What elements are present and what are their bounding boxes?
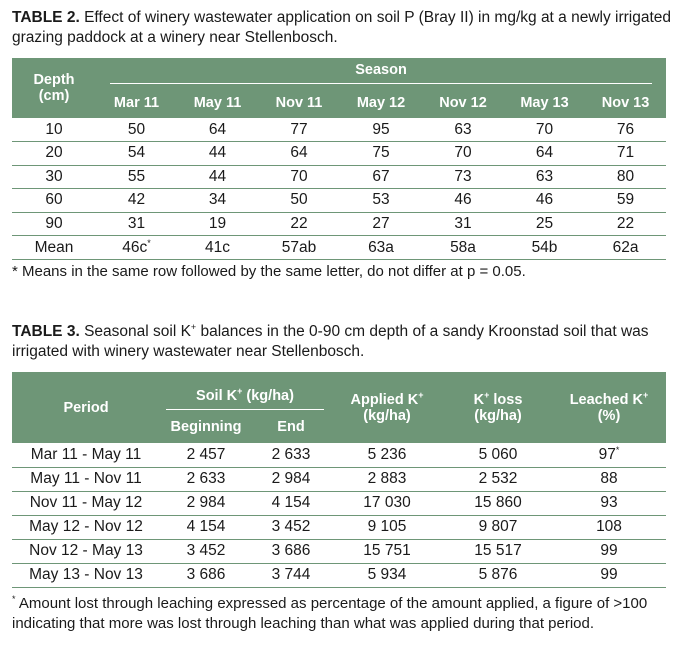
table-row <box>12 142 666 166</box>
value-cell: 77 <box>258 118 340 142</box>
value-cell: 71 <box>585 142 666 166</box>
end-cell: 3 744 <box>252 563 330 587</box>
leached-header-a: Leached K <box>569 391 644 408</box>
beginning-cell: 4 154 <box>160 515 252 539</box>
period-header: Period <box>12 372 160 443</box>
mean-cell <box>96 236 177 260</box>
value-cell: 50 <box>96 118 177 142</box>
value-cell: 34 <box>177 189 258 213</box>
season-col-header: May 13 <box>504 88 585 118</box>
leached-value: 97 <box>598 445 616 463</box>
table2-label: TABLE 2. <box>12 9 80 26</box>
value-cell: 63 <box>504 165 585 189</box>
value-cell: 70 <box>258 165 340 189</box>
value-cell: 46 <box>422 189 504 213</box>
loss-header <box>444 372 552 443</box>
applied-header <box>330 372 444 443</box>
table-row <box>12 212 666 236</box>
value-cell: 75 <box>340 142 422 166</box>
depth-header <box>12 58 96 118</box>
mean-cell: 57ab <box>258 236 340 260</box>
beginning-cell: 2 457 <box>160 443 252 467</box>
applied-cell: 15 751 <box>330 539 444 563</box>
table3 <box>12 372 666 588</box>
beginning-cell: 3 452 <box>160 539 252 563</box>
season-col-header: Nov 11 <box>258 88 340 118</box>
depth-cell: 90 <box>12 212 96 236</box>
value-cell: 31 <box>422 212 504 236</box>
leached-cell: 99 <box>552 563 666 587</box>
table3-label: TABLE 3. <box>12 323 80 340</box>
mean-cell: 62a <box>585 236 666 260</box>
applied-cell: 5 236 <box>330 443 444 467</box>
period-cell: Nov 12 - May 13 <box>12 539 160 563</box>
depth-cell: 30 <box>12 165 96 189</box>
loss-cell: 15 517 <box>444 539 552 563</box>
season-col-header: May 11 <box>177 88 258 118</box>
value-cell: 70 <box>422 142 504 166</box>
period-cell: May 13 - Nov 13 <box>12 563 160 587</box>
value-cell: 31 <box>96 212 177 236</box>
leached-header-sup: + <box>643 389 649 400</box>
value-cell: 22 <box>585 212 666 236</box>
end-cell: 2 633 <box>252 443 330 467</box>
leached-header <box>552 372 666 443</box>
mean-cell: 58a <box>422 236 504 260</box>
loss-header-c: (kg/ha) <box>474 407 522 424</box>
season-col-header: Mar 11 <box>96 88 177 118</box>
loss-cell: 5 060 <box>444 443 552 467</box>
leached-cell: 93 <box>552 491 666 515</box>
beginning-header: Beginning <box>160 410 252 443</box>
applied-header-b: (kg/ha) <box>363 407 411 424</box>
loss-header-b: loss <box>489 391 523 408</box>
loss-header-a: K <box>473 391 485 408</box>
loss-cell: 9 807 <box>444 515 552 539</box>
season-col-header: May 12 <box>340 88 422 118</box>
table-row <box>12 443 666 467</box>
value-cell: 50 <box>258 189 340 213</box>
table-row <box>12 189 666 213</box>
value-cell: 95 <box>340 118 422 142</box>
table3-caption-b: balances in the 0-90 cm depth of a sandy Kroonstad soil that was irrigated with winery wastewater near Stellenbosch. <box>12 323 649 360</box>
depth-cell: 60 <box>12 189 96 213</box>
value-cell: 22 <box>258 212 340 236</box>
end-cell: 3 686 <box>252 539 330 563</box>
value-cell: 76 <box>585 118 666 142</box>
value-cell: 42 <box>96 189 177 213</box>
value-cell: 63 <box>422 118 504 142</box>
applied-cell: 2 883 <box>330 467 444 491</box>
mean-row <box>12 236 666 260</box>
loss-header-sup: + <box>484 389 490 400</box>
value-cell: 70 <box>504 118 585 142</box>
table-row <box>12 118 666 142</box>
table2-caption-text: Effect of winery wastewater application on soil P (Bray II) in mg/kg at a newly irrigated grazing paddock at a winery near Stellenbosch. <box>12 9 672 46</box>
applied-header-a: Applied K <box>350 391 419 408</box>
table-row <box>12 467 666 491</box>
leached-cell: 99 <box>552 539 666 563</box>
soilk-header-label <box>166 388 324 410</box>
soilk-header-sup: + <box>237 386 243 396</box>
value-cell: 73 <box>422 165 504 189</box>
beginning-cell: 2 633 <box>160 467 252 491</box>
value-cell: 54 <box>96 142 177 166</box>
table2-caption <box>12 8 672 48</box>
mean-cell: 54b <box>504 236 585 260</box>
period-cell: Nov 11 - May 12 <box>12 491 160 515</box>
loss-cell: 15 860 <box>444 491 552 515</box>
table-row <box>12 491 666 515</box>
depth-cell: 20 <box>12 142 96 166</box>
value-cell: 27 <box>340 212 422 236</box>
table3-caption-sup: + <box>190 322 197 332</box>
table3-footnote-text: Amount lost through leaching expressed as percentage of the amount applied, a figure of >100 indicating that more was lost through leaching than what was applied during that period. <box>12 595 648 632</box>
value-cell: 46 <box>504 189 585 213</box>
period-cell: May 12 - Nov 12 <box>12 515 160 539</box>
period-cell: Mar 11 - May 11 <box>12 443 160 467</box>
leached-cell <box>552 443 666 467</box>
season-col-header: Nov 12 <box>422 88 504 118</box>
value-cell: 19 <box>177 212 258 236</box>
value-cell: 53 <box>340 189 422 213</box>
value-cell: 55 <box>96 165 177 189</box>
leached-cell: 88 <box>552 467 666 491</box>
soilk-header-b: (kg/ha) <box>242 388 294 404</box>
period-cell: May 11 - Nov 11 <box>12 467 160 491</box>
season-header-label: Season <box>110 62 652 84</box>
value-cell: 64 <box>177 118 258 142</box>
mean-cell: 63a <box>340 236 422 260</box>
table3-caption-a: Seasonal soil K <box>84 323 191 340</box>
value-cell: 44 <box>177 142 258 166</box>
applied-cell: 5 934 <box>330 563 444 587</box>
end-cell: 4 154 <box>252 491 330 515</box>
depth-header-line1: Depth <box>33 72 75 88</box>
end-cell: 2 984 <box>252 467 330 491</box>
depth-cell: 10 <box>12 118 96 142</box>
applied-cell: 17 030 <box>330 491 444 515</box>
value-cell: 59 <box>585 189 666 213</box>
beginning-cell: 2 984 <box>160 491 252 515</box>
leached-header-b: (%) <box>597 407 621 424</box>
table3-footnote <box>12 594 672 634</box>
soilk-header <box>160 372 330 410</box>
table-row <box>12 563 666 587</box>
end-header: End <box>252 410 330 443</box>
value-cell: 64 <box>504 142 585 166</box>
leached-cell: 108 <box>552 515 666 539</box>
loss-cell: 2 532 <box>444 467 552 491</box>
table3-footnote-sup: * <box>12 594 16 604</box>
beginning-cell: 3 686 <box>160 563 252 587</box>
mean-cell: 41c <box>177 236 258 260</box>
season-col-header: Nov 13 <box>585 88 666 118</box>
table3-caption <box>12 322 672 362</box>
table-row <box>12 515 666 539</box>
table-row <box>12 539 666 563</box>
table2 <box>12 58 666 260</box>
table-row <box>12 165 666 189</box>
mean-label: Mean <box>12 236 96 260</box>
season-header <box>96 58 666 88</box>
mean-value: 46c <box>122 238 148 256</box>
soilk-header-a: Soil K <box>196 388 238 404</box>
value-cell: 25 <box>504 212 585 236</box>
value-cell: 44 <box>177 165 258 189</box>
mean-sup: * <box>147 237 151 248</box>
loss-cell: 5 876 <box>444 563 552 587</box>
end-cell: 3 452 <box>252 515 330 539</box>
table2-footnote: * Means in the same row followed by the same letter, do not differ at p = 0.05. <box>12 263 526 280</box>
value-cell: 64 <box>258 142 340 166</box>
value-cell: 80 <box>585 165 666 189</box>
value-cell: 67 <box>340 165 422 189</box>
applied-header-sup: + <box>418 389 424 400</box>
leached-sup: * <box>615 444 620 455</box>
applied-cell: 9 105 <box>330 515 444 539</box>
depth-header-line2: (cm) <box>38 88 70 104</box>
